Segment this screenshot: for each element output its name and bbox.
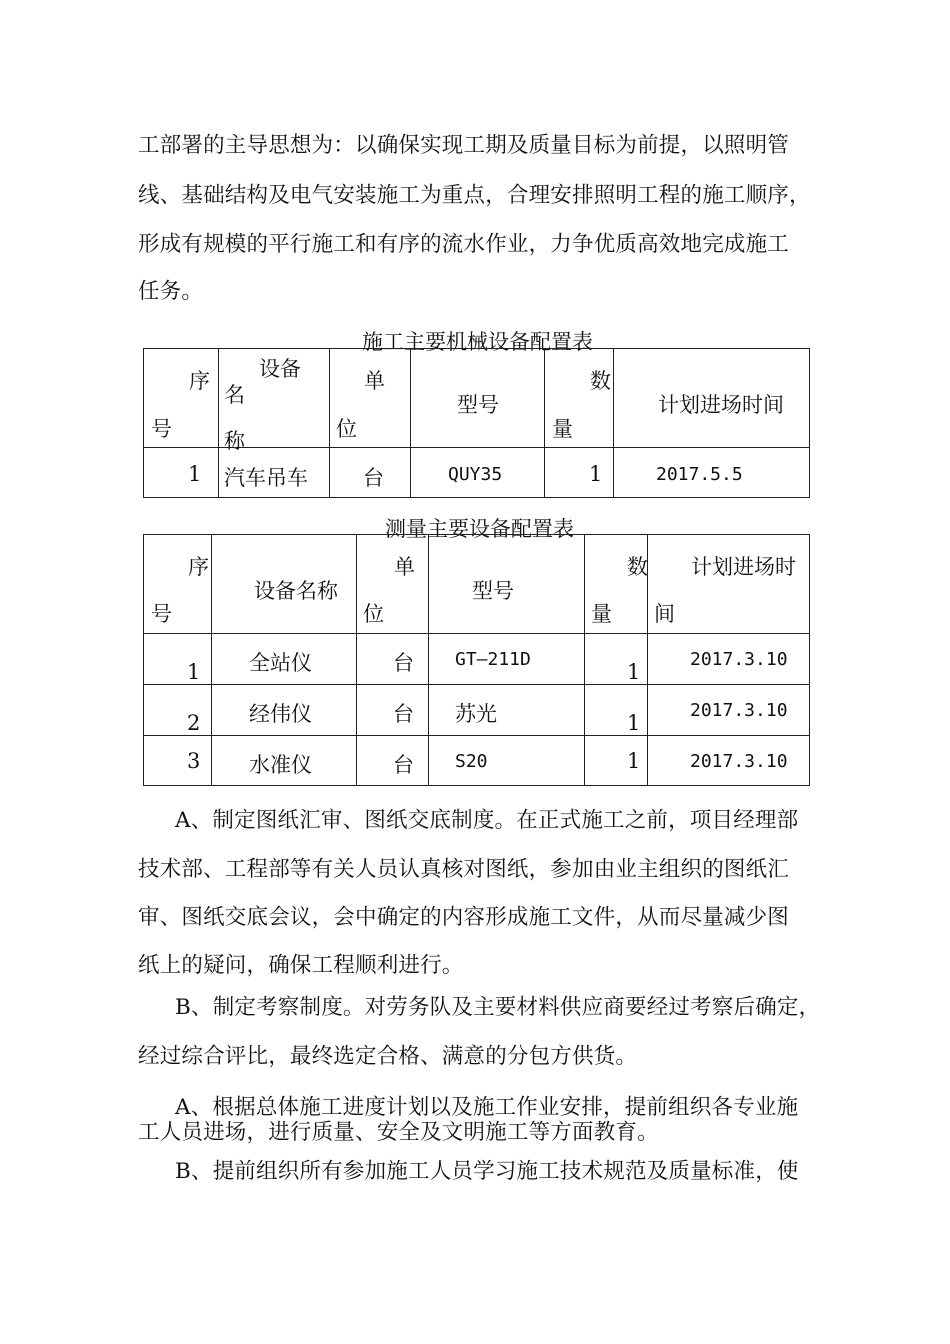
header-cell: [219, 349, 330, 453]
cell-unit: 台: [330, 448, 411, 498]
header-cell: [144, 349, 219, 448]
text-line: 形成有规模的平行施工和有序的流水作业，力争优质高效地完成施工: [138, 232, 790, 257]
cell-seq: 1: [144, 448, 219, 498]
header-cell: [144, 535, 212, 634]
text-line: 任务。: [138, 279, 204, 304]
table-header-row: [144, 535, 810, 634]
header-seq: 号: [151, 417, 172, 441]
cell-seq: 3: [144, 736, 212, 786]
cell-unit: 台: [357, 634, 429, 685]
text-line: 线、基础结构及电气安装施工为重点，合理安排照明工程的施工顺序，: [138, 183, 811, 208]
cell-model: GT—211D: [429, 634, 585, 685]
header-qty: 量: [591, 602, 612, 626]
survey-table: [143, 534, 810, 786]
cell-unit: 台: [357, 736, 429, 786]
table2-caption: 测量主要设备配置表: [385, 517, 574, 541]
cell-name: 经伟仪: [212, 685, 357, 736]
header-cell: [330, 349, 411, 448]
cell-model: QUY35: [411, 448, 545, 498]
table-row: [144, 634, 810, 685]
cell-qty: 1: [545, 448, 614, 498]
text-line: A、根据总体施工进度计划以及施工作业安排，提前组织各专业施: [175, 1095, 799, 1120]
text-line: A、制定图纸汇审、图纸交底制度。在正式施工之前，项目经理部: [175, 808, 799, 833]
text-line: 经过综合评比，最终选定合格、满意的分包方供货。: [138, 1044, 638, 1069]
text-line: 工部署的主导思想为：以确保实现工期及质量目标为前提，以照明管: [138, 133, 790, 158]
cell-date: 2017.3.10: [648, 634, 810, 685]
header-name: 名: [224, 383, 245, 407]
cell-name: 水准仪: [212, 736, 357, 786]
table-row: [144, 685, 810, 736]
header-unit: 单: [364, 369, 385, 393]
text-line: 技术部、工程部等有关人员认真核对图纸，参加由业主组织的图纸汇: [138, 857, 790, 882]
header-unit: 位: [336, 417, 357, 441]
cell-qty: 1: [585, 685, 648, 736]
table-header-row: [144, 349, 810, 448]
header-seq: 号: [151, 602, 172, 626]
header-cell: [212, 535, 357, 634]
header-cell: [648, 535, 810, 634]
header-cell: [614, 349, 810, 448]
cell-seq: 2: [144, 685, 212, 736]
cell-model: S20: [429, 736, 585, 786]
header-date: 间: [654, 602, 675, 626]
cell-name: 全站仪: [212, 634, 357, 685]
header-cell: [429, 535, 585, 634]
header-cell: [357, 535, 429, 634]
header-cell: [411, 349, 545, 448]
header-name: 设备: [259, 357, 301, 381]
header-date: 计划进场时: [691, 555, 796, 579]
header-name: 设备名称: [254, 579, 338, 603]
cell-date: 2017.3.10: [648, 685, 810, 736]
header-seq: 序: [188, 555, 209, 579]
text-line: B、制定考察制度。对劳务队及主要材料供应商要经过考察后确定，: [175, 995, 821, 1020]
table-row: [144, 736, 810, 786]
cell-model: 苏光: [429, 685, 585, 736]
cell-unit: 台: [357, 685, 429, 736]
header-qty: 数: [627, 555, 648, 579]
table1-caption: 施工主要机械设备配置表: [362, 330, 593, 354]
table-row: [144, 448, 810, 498]
cell-seq: 1: [144, 634, 212, 685]
header-model: 型号: [472, 579, 514, 603]
header-cell: [545, 349, 614, 448]
cell-qty: 1: [585, 736, 648, 786]
header-unit: 单: [394, 555, 415, 579]
cell-name: 汽车吊车: [219, 448, 330, 498]
header-cell: [585, 535, 648, 634]
header-unit: 位: [363, 602, 384, 626]
header-qty: 量: [552, 417, 573, 441]
header-date: 计划进场时间: [658, 393, 784, 417]
cell-qty: 1: [585, 634, 648, 685]
header-qty: 数: [590, 369, 611, 393]
text-line: 纸上的疑问，确保工程顺利进行。: [138, 953, 464, 978]
machinery-table: [143, 348, 810, 498]
header-name: 称: [224, 429, 245, 453]
text-line: 工人员进场，进行质量、安全及文明施工等方面教育。: [138, 1120, 659, 1145]
cell-date: 2017.5.5: [614, 448, 810, 498]
header-seq: 序: [189, 369, 210, 393]
header-model: 型号: [457, 393, 499, 417]
text-line: 审、图纸交底会议，会中确定的内容形成施工文件，从而尽量减少图: [138, 905, 790, 930]
text-line: B、提前组织所有参加施工人员学习施工技术规范及质量标准，使: [175, 1159, 799, 1184]
cell-date: 2017.3.10: [648, 736, 810, 786]
